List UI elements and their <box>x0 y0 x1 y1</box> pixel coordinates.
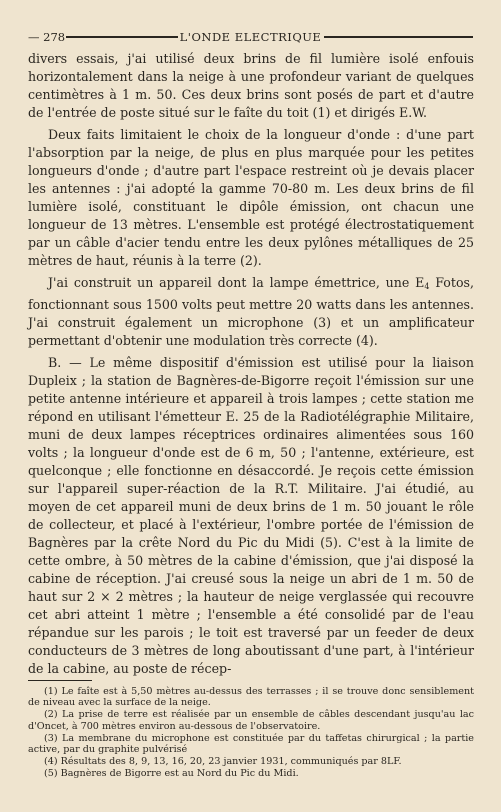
footnote: (4) Résultats des 8, 9, 13, 16, 20, 23 janvier 1931, communiqués par 8LF. <box>44 756 402 768</box>
footnote: (3) La membrane du microphone est constituée par du taffetas chirurgical ; la partie active, par du graphite pulvérisé <box>28 732 474 756</box>
header-rule-right <box>324 36 473 38</box>
running-header <box>28 28 473 46</box>
paragraph: divers essais, j'ai utilisé deux brins de fil lumière isolé enfouis horizontalement dans la neige à une profondeur variant de quelques centimètres à 1 m. 50. Ces deux brins sont posés de part et d'autre de l'entrée de poste situé sur le faîte du toit (1) et dirigés E.W. <box>28 51 474 120</box>
footnote: (1) Le faîte est à 5,50 mètres au-dessus des terrasses ; il se trouve donc sensiblement de niveau avec la surface de la neige. <box>28 686 474 709</box>
footnotes <box>28 686 474 781</box>
paragraph-continued: fonctionnant sous 1500 volts peut mettre 20 watts dans les antennes. J'ai construit également un microphone (3) et un amplificateur permettant d'obtenir une modulation très correcte (4). <box>28 297 474 348</box>
article-body <box>28 50 474 678</box>
footnote: (5) Bagnères de Bigorre est au Nord du Pic du Midi. <box>44 768 299 780</box>
footnote: (2) La prise de terre est réalisée par un ensemble de câbles descendant jusqu'au lac d'Oncet, à 700 mètres environ au-dessous de l'observatoire. <box>28 709 474 732</box>
paragraph: Deux faits limitaient le choix de la longueur d'onde : d'une part l'absorption par la neige, de plus en plus marquée pour les petites longueurs d'onde ; d'autre part l'espace restreint où je devais placer les antennes : j'ai adopté la gamme 70-80 m. Les deux brins de fil lumière isolé, constituant le dipôle émission, ont chacun une longueur de 13 mètres. L'ensemble est protégé électrostatiquement par un câble d'acier tendu entre les deux pylônes métalliques de 25 mètres de haut, réunis à la terre (2). <box>28 127 474 268</box>
lamp-subscript: 4 <box>424 282 430 291</box>
journal-title: L'ONDE ELECTRIQUE <box>179 30 322 44</box>
footnote-separator <box>28 680 92 681</box>
lamp-sentence-end: Fotos, <box>429 275 474 290</box>
lamp-sentence-start: J'ai construit un appareil dont la lampe émettrice, une E <box>48 275 425 290</box>
paragraph <box>28 274 474 350</box>
paragraph: B. — Le même dispositif d'émission est utilisé pour la liaison Dupleix ; la station de Bagnères-de-Bigorre reçoit l'émission sur une petite antenne intérieure et appareil à trois lampes ; cette station me répond en utilisant l'émetteur E. 25 de la Radiotélégraphie Militaire, muni de deux lampes réceptrices ordinaires alimentées sous 160 volts ; la longueur d'onde est de 6 m, 50 ; l'antenne, extérieure, est quelconque ; elle fonctionne en désaccordé. Je reçois cette émission sur l'appareil super-réaction de la R.T. Militaire. J'ai étudié, au moyen de cet appareil muni de deux brins de 1 m. 50 jouant le rôle de collecteur, et placé à l'extérieur, l'ombre portée de l'émission de Bagnères par la crête Nord du Pic du Midi (5). C'est à la limite de cette ombre, à 50 mètres de la cabine d'émission, que j'ai disposé la cabine de réception. J'ai creusé sous la neige un abri de 1 m. 50 de haut sur 2 × 2 mètres ; la hauteur de neige verglassée qui recouvre cet abri atteint 1 mètre ; l'ensemble a été consolidé par de l'eau répandue sur les parois ; le toit est traversé par un feeder de deux conducteurs de 3 mètres de long aboutissant d'une part, à l'intérieur de la cabine, au poste de récep- <box>28 355 474 676</box>
page-number: — 278 <box>28 30 66 44</box>
